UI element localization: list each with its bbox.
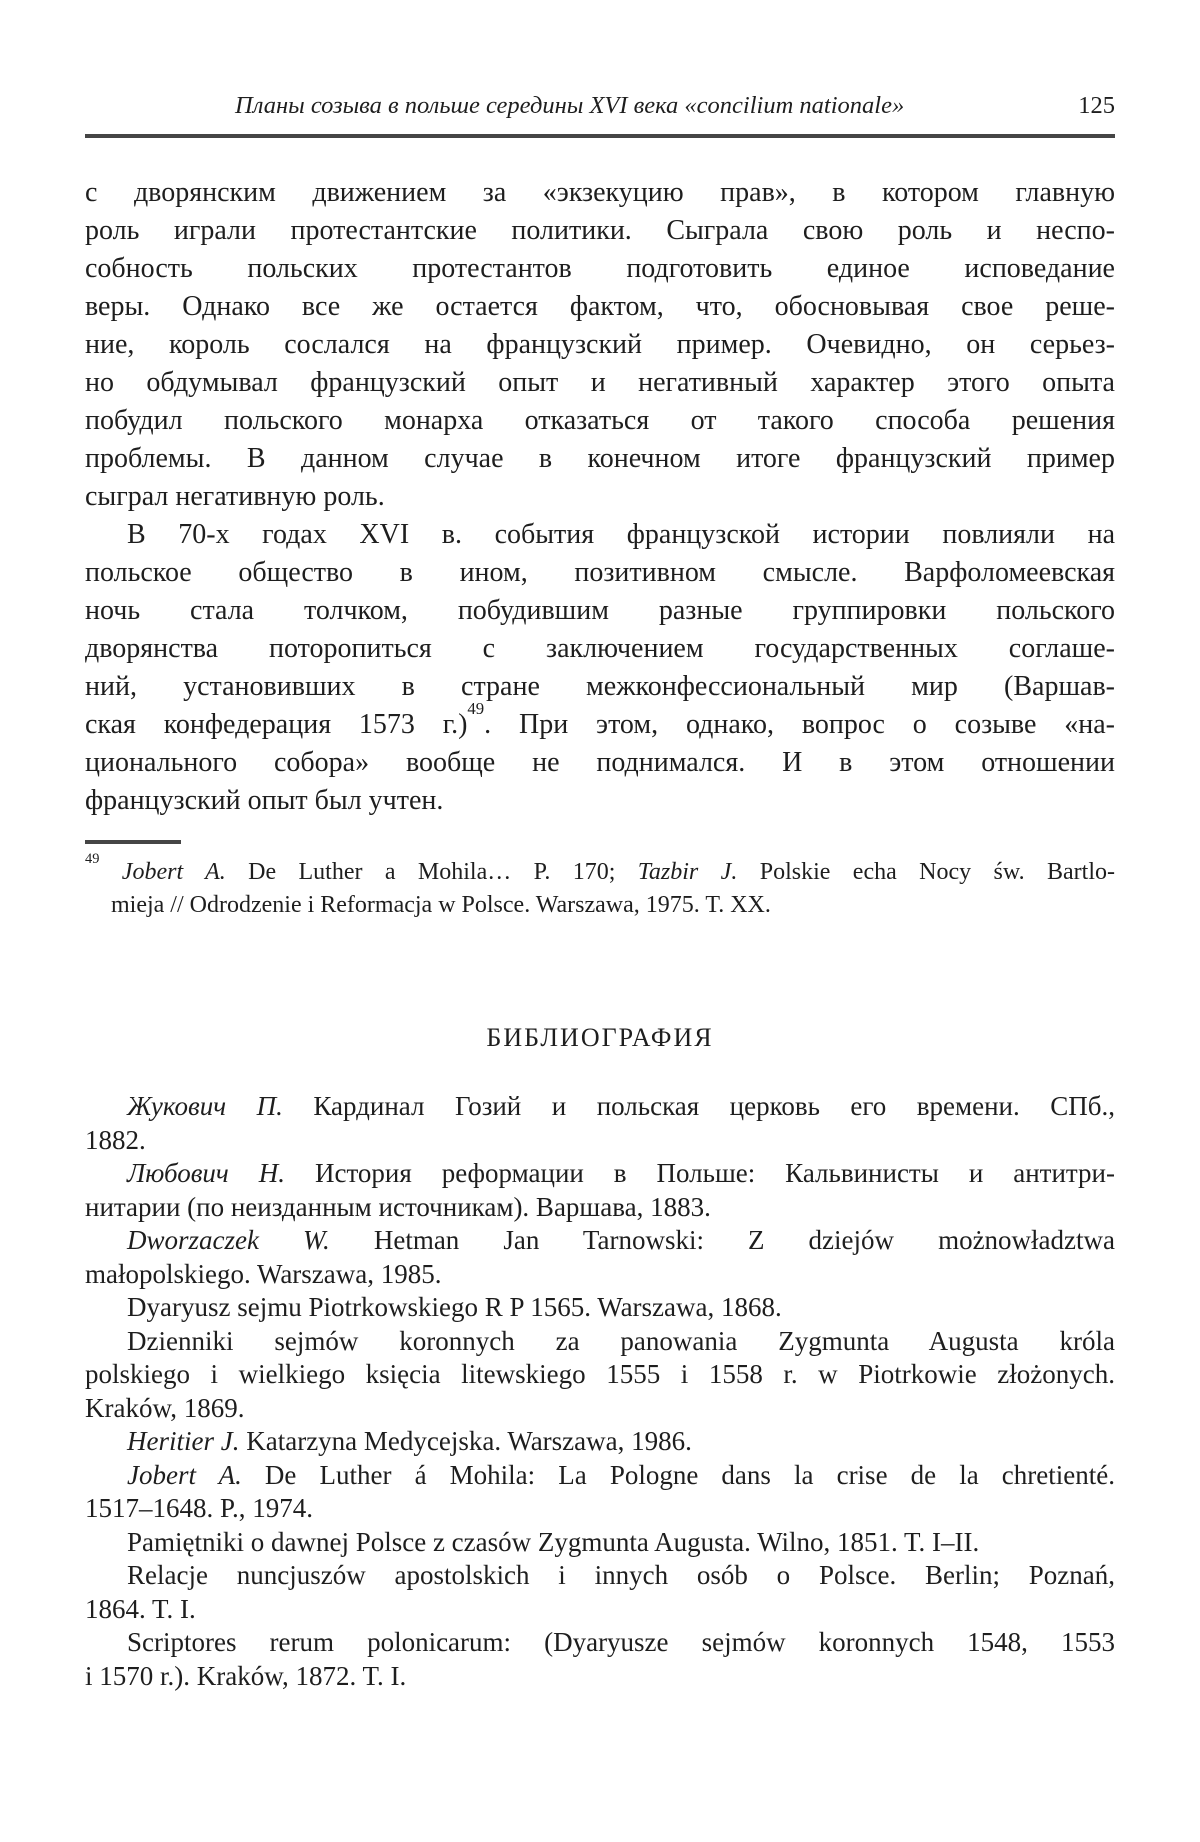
entry-line <box>85 1157 1115 1191</box>
footnote-line: mieja // Odrodzenie i Reformacja w Polsce. Warszawa, 1975. T. XX. <box>111 892 771 918</box>
entry-line: Kraków, 1869. <box>85 1392 245 1423</box>
text-line-last: французский опыт был учтен. <box>85 785 444 816</box>
entry-text: Кардинал Гозий и польская церковь его времени. СПб., <box>282 1091 1115 1121</box>
entry-author: Жукович П. <box>127 1091 283 1121</box>
entry-line: polskiego i wielkiego księcia litewskiego 1555 i 1558 r. w Piotrkowie złożonych. <box>85 1359 1115 1389</box>
entry-line: Dzienniki sejmów koronnych za panowania Zygmunta Augusta króla <box>127 1325 1115 1356</box>
page-header <box>85 90 1115 138</box>
entry-line: 1882. <box>85 1124 146 1155</box>
ref-line-pre: ская конфедерация 1573 г.) <box>85 709 468 740</box>
bibliography-entry <box>85 1291 1115 1325</box>
bibliography-entry <box>85 1090 1115 1157</box>
entry-author: Dworzaczek W. <box>127 1225 330 1255</box>
text-line: роль играли протестантские политики. Сыграла свою роль и неспо- <box>85 215 1115 246</box>
text-line: проблемы. В данном случае в конечном итоге французский пример <box>85 443 1115 474</box>
footnote-number: 49 <box>85 850 100 867</box>
bibliography-entry <box>85 1526 1115 1560</box>
entry-line: Scriptores rerum polonicarum: (Dyaryusze sejmów koronnych 1548, 1553 <box>127 1627 1115 1657</box>
text-line: дворянства поторопиться с заключением государственных соглаше- <box>85 633 1115 664</box>
text-line-last: сыграл негативную роль. <box>85 481 385 512</box>
text-line: ночь стала толчком, побудившим разные группировки польского <box>85 595 1115 626</box>
entry-line: нитарии (по неизданным источникам). Варшава, 1883. <box>85 1191 711 1222</box>
text-line: ционального собора» вообще не поднимался. И в этом отношении <box>85 747 1115 778</box>
text-line-with-footnote-ref <box>85 699 1115 744</box>
entry-line: i 1570 r.). Kraków, 1872. T. I. <box>85 1660 407 1691</box>
page-body <box>85 174 1115 820</box>
paragraph-2 <box>85 516 1115 820</box>
running-title: Планы созыва в польше середины XVI века «concilium nationale» <box>235 92 905 119</box>
footnote-text: Polskie echa Nocy św. Bartlo- <box>737 859 1116 885</box>
text-line: ний, установивших в стране межконфессиональный мир (Варшав- <box>85 671 1115 702</box>
page-number: 125 <box>1078 92 1115 119</box>
text-line: но обдумывал французский опыт и негативный характер этого опыта <box>85 367 1115 398</box>
entry-line <box>85 1224 1115 1258</box>
bibliography-entry <box>85 1626 1115 1693</box>
entry-text: Katarzyna Medycejska. Warszawa, 1986. <box>239 1426 692 1456</box>
text-line: ние, король сослался на французский пример. Очевидно, он серьез- <box>85 329 1115 360</box>
text-line: собность польских протестантов подготовить единое исповедание <box>85 253 1115 284</box>
bibliography-heading: БИБЛИОГРАФИЯ <box>486 1023 714 1052</box>
text-line: с дворянским движением за «экзекуцию прав», в котором главную <box>85 177 1115 208</box>
text-line: веры. Однако все же остается фактом, что, обосновывая свое реше- <box>85 291 1115 322</box>
running-head-row <box>85 90 1115 122</box>
entry-text: История реформации в Польше: Кальвинисты и антитри- <box>285 1158 1115 1188</box>
bibliography-entry <box>85 1224 1115 1291</box>
text-line: побудил польского монарха отказаться от такого способа решения <box>85 405 1115 436</box>
footnote-author: Tazbir J. <box>637 859 738 885</box>
entry-line: Relacje nuncjuszów apostolskich i innych osób o Polsce. Berlin; Poznań, <box>127 1560 1115 1590</box>
text-line: В 70-х годах XVI в. события французской истории повлияли на <box>127 519 1115 550</box>
bibliography-entry <box>85 1157 1115 1224</box>
entry-line <box>85 1090 1115 1124</box>
footnote-rule <box>85 840 181 844</box>
footnote-line <box>85 850 1116 889</box>
bibliography-entry <box>85 1425 1115 1459</box>
entry-line: małopolskiego. Warszawa, 1985. <box>85 1258 442 1289</box>
entry-line: 1517–1648. P., 1974. <box>85 1493 314 1523</box>
entry-line <box>85 1425 1115 1459</box>
entry-text: Hetman Jan Tarnowski: Z dziejów możnowładztwa <box>329 1225 1116 1255</box>
entry-line: 1864. T. I. <box>85 1593 196 1624</box>
entry-text: De Luther á Mohila: La Pologne dans la crise de la chretienté. <box>241 1459 1115 1490</box>
header-rule <box>85 134 1115 138</box>
entry-author: Heritier J. <box>127 1426 240 1456</box>
entry-line <box>85 1459 1115 1493</box>
text-line: польское общество в ином, позитивном смысле. Варфоломеевская <box>85 557 1115 588</box>
bibliography-section <box>85 1090 1115 1693</box>
entry-author: Любович Н. <box>127 1158 285 1188</box>
bibliography-entry <box>85 1559 1115 1626</box>
paragraph-1 <box>85 174 1115 516</box>
bibliography-entry <box>85 1325 1115 1426</box>
footnote-ref-marker: 49 <box>467 699 485 719</box>
ref-line-post: . При этом, однако, вопрос о созыве «на- <box>484 709 1115 740</box>
bibliography-entry <box>85 1459 1115 1526</box>
entry-line: Dyaryusz sejmu Piotrkowskiego R P 1565. Warszawa, 1868. <box>127 1292 782 1322</box>
entry-line: Pamiętniki o dawnej Polsce z czasów Zygmunta Augusta. Wilno, 1851. T. I–II. <box>127 1526 980 1557</box>
entry-author: Jobert A. <box>127 1459 242 1490</box>
footnote-section <box>85 840 1115 922</box>
footnote-text: De Luther a Mohila… P. 170; <box>225 859 638 885</box>
footnote-author: Jobert A. <box>121 859 226 885</box>
